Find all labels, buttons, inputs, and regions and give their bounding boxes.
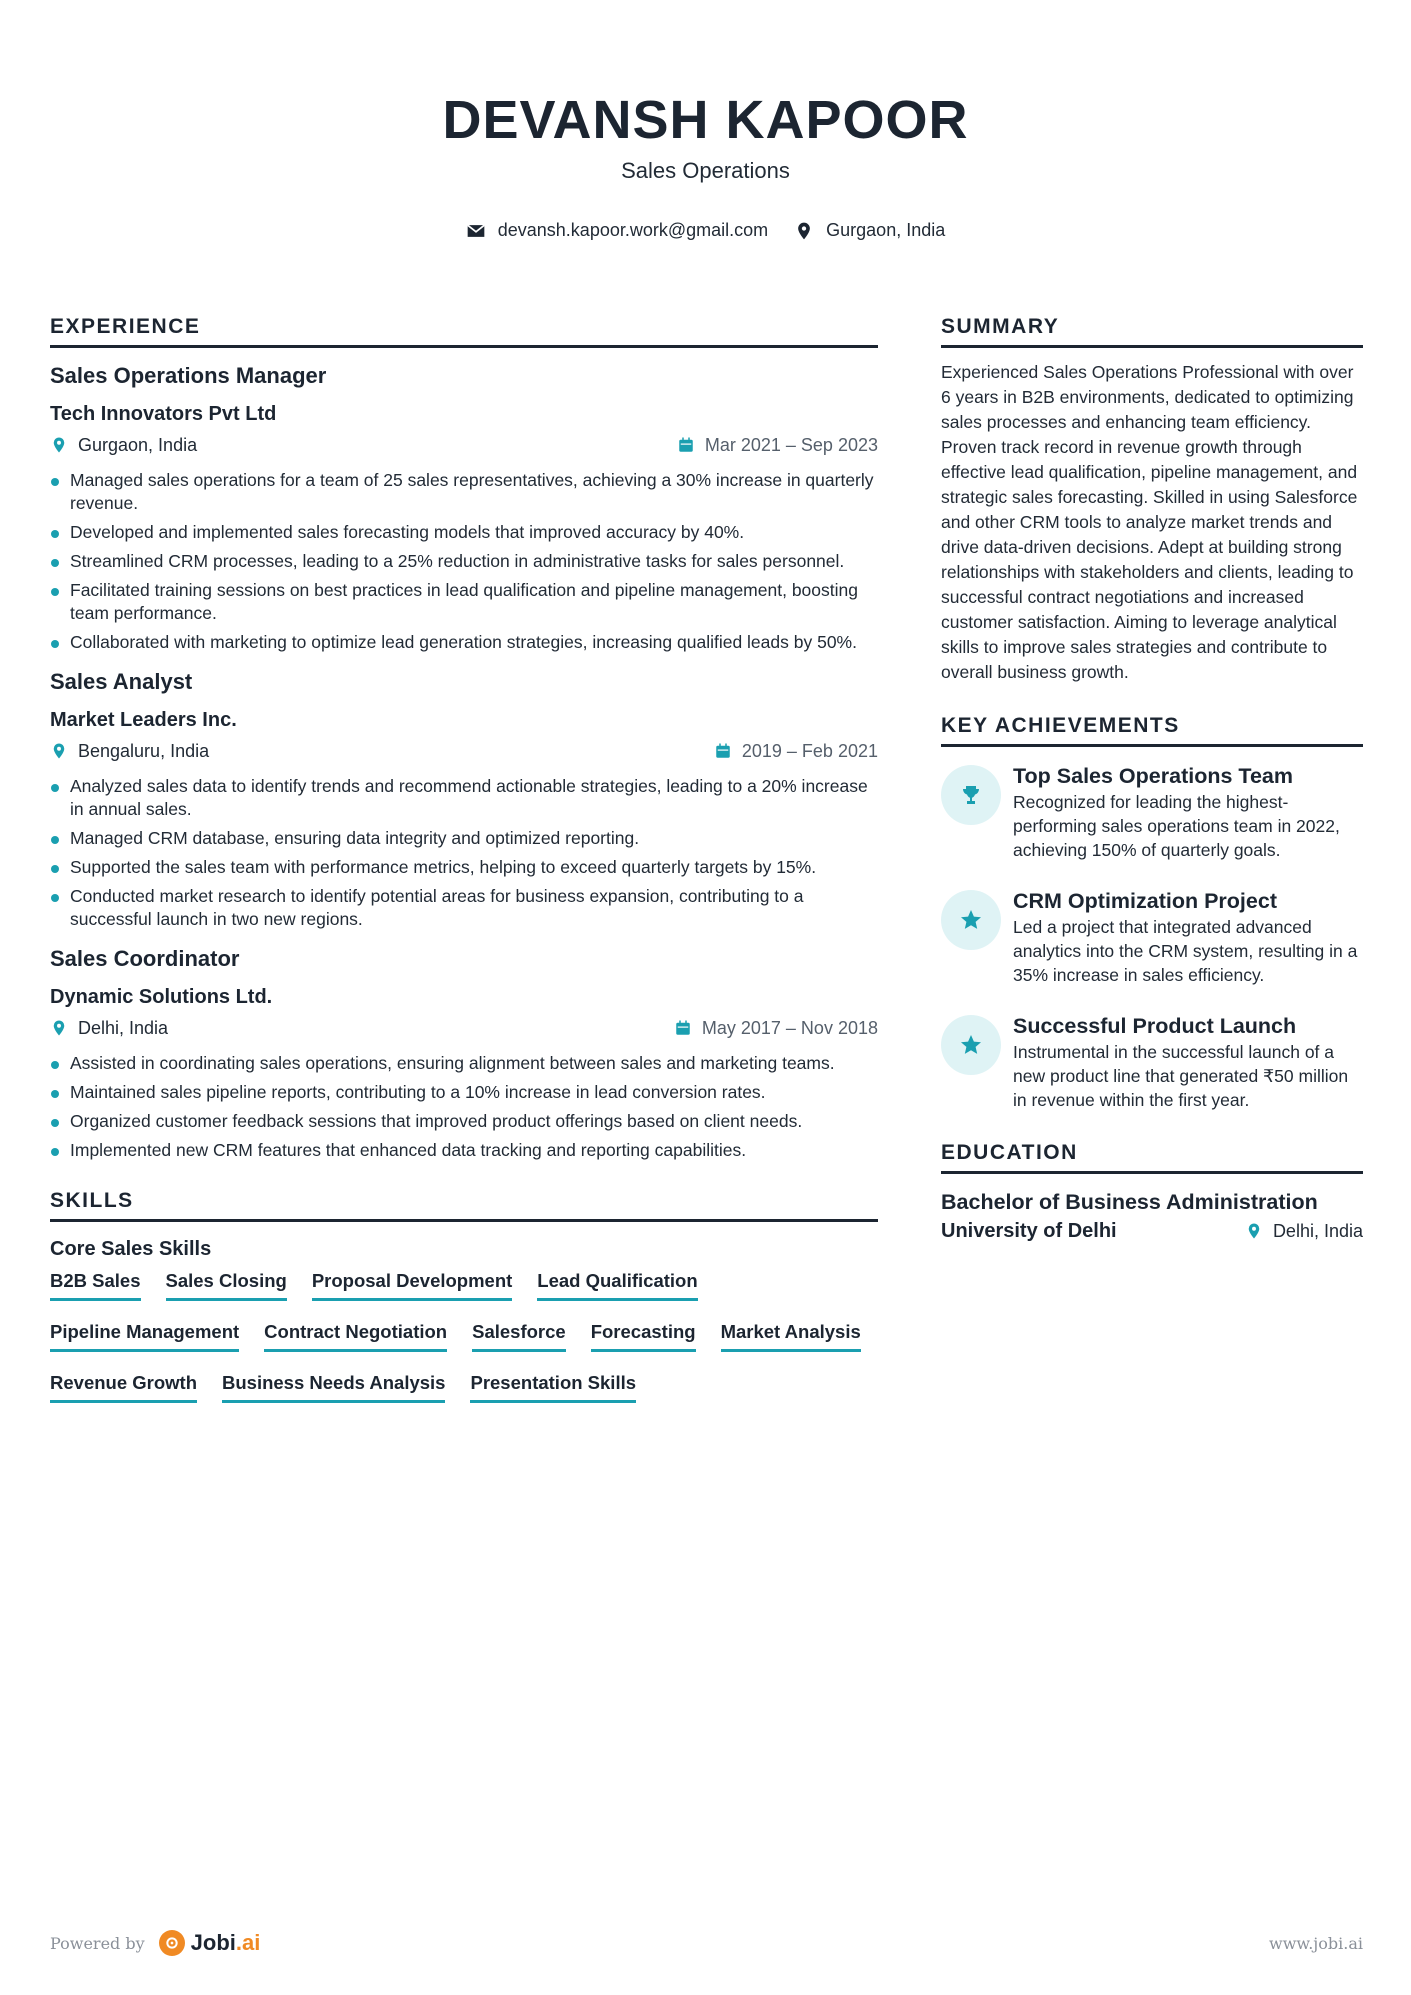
job-title: Sales Coordinator — [50, 946, 240, 971]
achievement-item — [941, 1013, 1363, 1112]
list-item: Organized customer feedback sessions that improved product offerings based on client needs. — [50, 1110, 878, 1133]
list-item: Managed CRM database, ensuring data integrity and optimized reporting. — [50, 827, 878, 850]
calendar-icon — [714, 742, 732, 760]
skill-tags — [50, 1270, 878, 1403]
job-title: Sales Operations Manager — [50, 363, 327, 388]
list-item: Maintained sales pipeline reports, contributing to a 10% increase in lead conversion rates. — [50, 1081, 878, 1104]
calendar-icon — [674, 1019, 692, 1037]
achievement-item — [941, 763, 1363, 862]
achievements-heading: KEY ACHIEVEMENTS — [941, 713, 1363, 747]
jobi-logo-icon — [159, 1930, 185, 1956]
job-entry — [50, 362, 878, 654]
location-pin-icon — [794, 221, 814, 241]
skill-tag: Contract Negotiation — [264, 1321, 447, 1352]
company-name: Tech Innovators Pvt Ltd — [50, 403, 277, 425]
education-heading: EDUCATION — [941, 1140, 1363, 1174]
job-bullets — [50, 775, 878, 931]
job-meta — [50, 739, 878, 763]
left-column — [50, 314, 878, 1403]
job-dates-text: May 2017 – Nov 2018 — [701, 1018, 878, 1038]
skills-section — [50, 1188, 878, 1403]
powered-by-label: Powered by — [50, 1933, 145, 1953]
right-column — [941, 314, 1363, 1244]
skill-tag: Revenue Growth — [50, 1372, 197, 1403]
list-item: Supported the sales team with performance metrics, helping to exceed quarterly targets by 15%. — [50, 856, 878, 879]
job-location — [50, 1016, 168, 1040]
list-item: Analyzed sales data to identify trends and recommend actionable strategies, leading to a 20% increase in annual sales. — [50, 775, 878, 821]
envelope-icon — [466, 221, 486, 241]
summary-text: Experienced Sales Operations Professional with over 6 years in B2B environments, dedicated to optimizing sales processes and enhancing team efficiency. Proven track record in revenue growth through effective lead qualification, pipeline management, and strategic sales forecasting. Skilled in using Salesforce and other CRM tools to analyze market trends and drive data-driven decisions. Adept at building strong relationships with stakeholders and clients, leading to successful contract negotiations and increased customer satisfaction. Aiming to leverage analytical skills to improve sales strategies and contribute to overall business growth. — [941, 362, 1358, 682]
calendar-icon — [677, 436, 695, 454]
job-dates-text: Mar 2021 – Sep 2023 — [704, 435, 878, 455]
achievement-item — [941, 888, 1363, 987]
skill-tag: Presentation Skills — [470, 1372, 636, 1403]
brand-suffix: .ai — [235, 1930, 261, 1955]
brand-link[interactable] — [159, 1930, 261, 1956]
education-section — [941, 1140, 1363, 1244]
achievement-body — [1013, 888, 1363, 987]
email-text: devansh.kapoor.work@gmail.com — [497, 220, 769, 240]
trophy-icon — [941, 765, 1001, 825]
location-text: Gurgaon, India — [826, 220, 946, 240]
skill-tag: Proposal Development — [312, 1270, 512, 1301]
list-item: Collaborated with marketing to optimize lead generation strategies, increasing qualified leads by 50%. — [50, 631, 878, 654]
job-dates — [714, 739, 878, 763]
job-location-text: Delhi, India — [78, 1018, 169, 1038]
skill-tag: Market Analysis — [721, 1321, 861, 1352]
job-location — [50, 433, 197, 457]
skills-heading: SKILLS — [50, 1188, 878, 1222]
achievement-title: Successful Product Launch — [1013, 1014, 1297, 1038]
job-meta — [50, 1016, 878, 1040]
list-item: Assisted in coordinating sales operations, ensuring alignment between sales and marketing teams. — [50, 1052, 878, 1075]
skill-tag: Forecasting — [591, 1321, 696, 1352]
skill-tag: Pipeline Management — [50, 1321, 239, 1352]
contact-bar — [0, 220, 1411, 241]
skill-tag: Salesforce — [472, 1321, 566, 1352]
candidate-name: DEVANSH KAPOOR — [442, 90, 969, 150]
university-name: University of Delhi — [941, 1220, 1117, 1242]
job-bullets — [50, 1052, 878, 1162]
location-pin-icon — [50, 436, 68, 454]
job-entry — [50, 945, 878, 1162]
job-meta — [50, 433, 878, 457]
star-icon — [941, 1015, 1001, 1075]
achievement-title: Top Sales Operations Team — [1013, 764, 1293, 788]
location-pin-icon — [50, 1019, 68, 1037]
job-bullets — [50, 469, 878, 654]
list-item: Conducted market research to identify potential areas for business expansion, contributing to a successful launch in two new regions. — [50, 885, 878, 931]
job-dates — [674, 1016, 878, 1040]
list-item: Facilitated training sessions on best practices in lead qualification and pipeline management, boosting team performance. — [50, 579, 878, 625]
location-pin-icon — [1245, 1222, 1263, 1240]
company-name: Dynamic Solutions Ltd. — [50, 986, 273, 1008]
list-item: Implemented new CRM features that enhanced data tracking and reporting capabilities. — [50, 1139, 878, 1162]
skill-tag: Lead Qualification — [537, 1270, 697, 1301]
education-location — [1245, 1221, 1363, 1242]
location-pin-icon — [50, 742, 68, 760]
achievements-section — [941, 713, 1363, 1112]
star-icon — [941, 890, 1001, 950]
job-dates — [677, 433, 878, 457]
list-item: Streamlined CRM processes, leading to a 25% reduction in administrative tasks for sales personnel. — [50, 550, 878, 573]
resume-header — [0, 88, 1411, 184]
skill-group-title: Core Sales Skills — [50, 1238, 212, 1260]
job-location — [50, 739, 209, 763]
achievement-desc: Instrumental in the successful launch of a new product line that generated ₹50 million in revenue within the first year. — [1013, 1042, 1349, 1110]
education-location-text: Delhi, India — [1272, 1220, 1363, 1241]
job-title: Sales Analyst — [50, 669, 193, 694]
job-entry — [50, 668, 878, 931]
company-name: Market Leaders Inc. — [50, 709, 237, 731]
job-location-text: Gurgaon, India — [78, 435, 198, 455]
list-item: Managed sales operations for a team of 25 sales representatives, achieving a 30% increase in quarterly revenue. — [50, 469, 878, 515]
job-location-text: Bengaluru, India — [78, 741, 210, 761]
degree-title: Bachelor of Business Administration — [941, 1190, 1318, 1214]
list-item: Developed and implemented sales forecasting models that improved accuracy by 40%. — [50, 521, 878, 544]
skill-tag: B2B Sales — [50, 1270, 141, 1301]
brand-name: Jobi — [190, 1930, 236, 1955]
achievement-body — [1013, 1013, 1363, 1112]
skill-tag: Business Needs Analysis — [222, 1372, 445, 1403]
footer-url[interactable]: www.jobi.ai — [1269, 1933, 1363, 1953]
achievement-body — [1013, 763, 1363, 862]
achievement-desc: Recognized for leading the highest-performing sales operations team in 2022, achieving 150% of quarterly goals. — [1013, 792, 1340, 860]
summary-heading: SUMMARY — [941, 314, 1363, 348]
contact-email[interactable] — [466, 220, 768, 241]
job-dates-text: 2019 – Feb 2021 — [741, 741, 878, 761]
candidate-role: Sales Operations — [621, 158, 790, 183]
powered-by — [50, 1930, 260, 1956]
achievement-desc: Led a project that integrated advanced analytics into the CRM system, resulting in a 35% increase in sales efficiency. — [1013, 917, 1358, 985]
contact-location — [794, 220, 945, 241]
education-row — [941, 1218, 1363, 1244]
skill-tag: Sales Closing — [166, 1270, 287, 1301]
footer — [50, 1930, 1363, 1956]
experience-heading: EXPERIENCE — [50, 314, 878, 348]
achievement-title: CRM Optimization Project — [1013, 889, 1277, 913]
